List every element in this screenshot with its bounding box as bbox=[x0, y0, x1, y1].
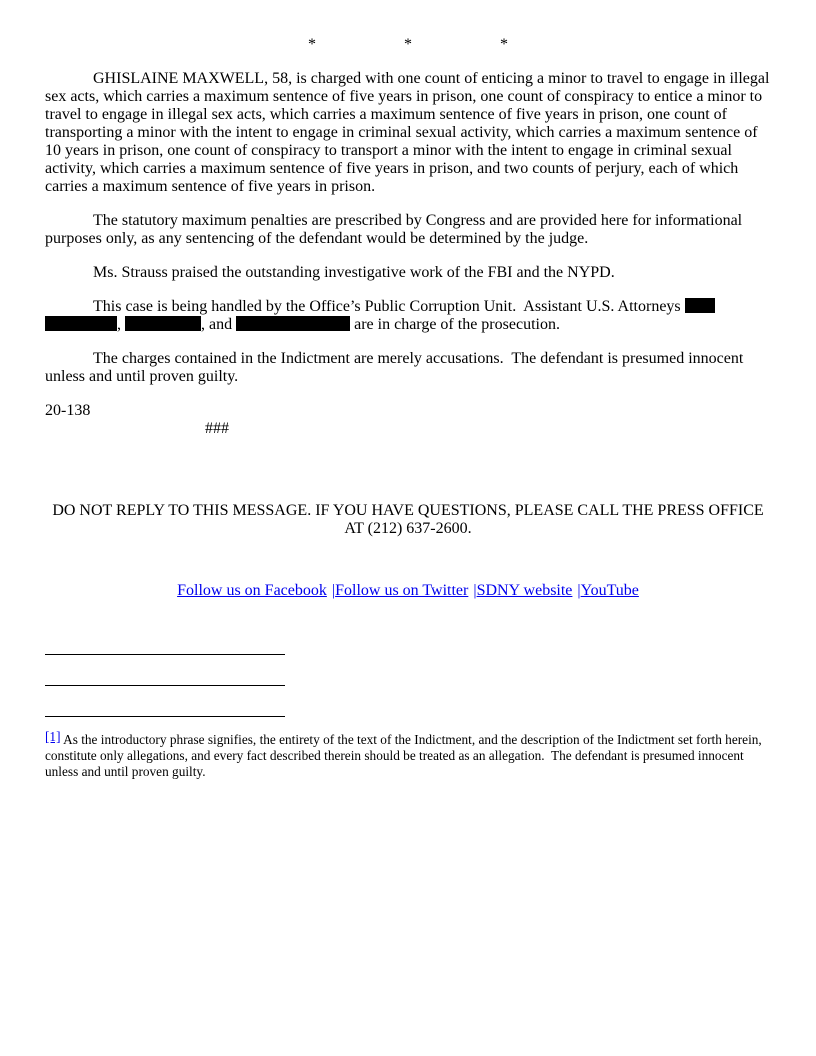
paragraph-case-handled bbox=[45, 298, 771, 334]
footnote-separator-2 bbox=[45, 685, 285, 686]
asterisk: * bbox=[500, 36, 508, 53]
link-separator: | bbox=[473, 582, 477, 599]
paragraph-charges: GHISLAINE MAXWELL, 58, is charged with one count of enticing a minor to travel to engage in illegal sex acts, which carries a maximum sentence of five years in prison, one count of conspiracy to entice a minor to travel to engage in illegal sex acts, which carries a maximum sentence of five years in prison, one count of transporting a minor with the intent to engage in criminal sexual activity, which carries a maximum sentence of 10 years in prison, one count of conspiracy to transport a minor with the intent to engage in criminal sexual activity, which carries a maximum sentence of five years in prison, and two counts of perjury, each of which carries a maximum sentence of five years in prison. bbox=[45, 70, 774, 195]
do-not-reply-notice: DO NOT REPLY TO THIS MESSAGE. IF YOU HAVE QUESTIONS, PLEASE CALL THE PRESS OFFICE AT (212) 637-2600. bbox=[52, 502, 764, 537]
footnote-separator-1 bbox=[45, 654, 285, 655]
asterisk-separator bbox=[45, 36, 771, 54]
redaction-box-3 bbox=[125, 316, 201, 331]
redaction-box-1 bbox=[685, 298, 715, 313]
footnote-ref-link[interactable]: [1] bbox=[45, 729, 61, 744]
asterisk: * bbox=[404, 36, 412, 53]
case-text-before: This case is being handled by the Office’s Public Corruption Unit. Assistant U.S. Attorneys bbox=[93, 298, 685, 315]
footnote bbox=[45, 729, 771, 780]
link-separator: | bbox=[331, 582, 336, 599]
footnote-text: As the introductory phrase signifies, the entirety of the text of the Indictment, and the description of the Indictment set forth herein, constitute only allegations, and every fact described therein should be treated as an allegation. The defendant is presumed innocent unless and until proven guilty. bbox=[45, 732, 766, 779]
case-separator-1: , bbox=[117, 316, 125, 333]
link-twitter[interactable]: Follow us on Twitter bbox=[335, 582, 469, 599]
social-links bbox=[45, 582, 771, 600]
link-separator: | bbox=[577, 582, 581, 599]
redaction-box-4 bbox=[236, 316, 350, 331]
redaction-box-2 bbox=[45, 316, 117, 331]
footnote-separator-3 bbox=[45, 716, 285, 717]
case-text-after: are in charge of the prosecution. bbox=[350, 316, 560, 333]
release-number: 20-138 bbox=[45, 402, 91, 419]
paragraph-statutory-penalties: The statutory maximum penalties are prescribed by Congress and are provided here for informational purposes only, as any sentencing of the defendant would be determined by the judge. bbox=[45, 212, 747, 247]
paragraph-strauss-praise: Ms. Strauss praised the outstanding investigative work of the FBI and the NYPD. bbox=[93, 264, 615, 281]
end-marker: ### bbox=[205, 420, 229, 437]
asterisk: * bbox=[308, 36, 316, 53]
paragraph-accusations: The charges contained in the Indictment are merely accusations. The defendant is presumed innocent unless and until proven guilty. bbox=[45, 350, 748, 385]
case-separator-2: , and bbox=[201, 316, 237, 333]
link-sdny-website[interactable]: SDNY website bbox=[476, 582, 573, 599]
link-facebook[interactable]: Follow us on Facebook bbox=[177, 582, 327, 599]
link-youtube[interactable]: YouTube bbox=[580, 582, 639, 599]
